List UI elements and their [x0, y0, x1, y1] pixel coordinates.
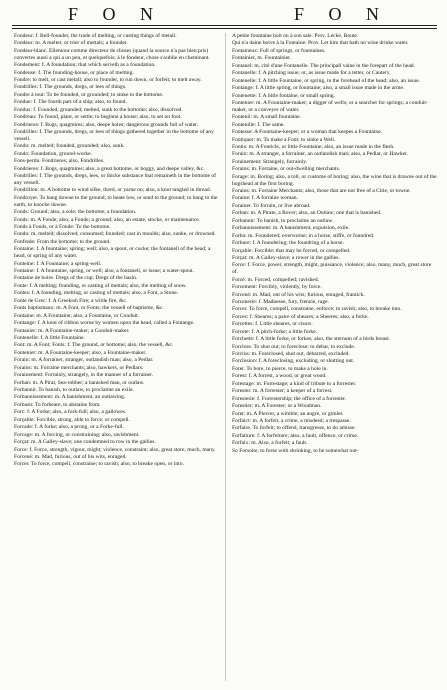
dictionary-entry: Fondu: m. melted; founded, grounded; also, sunk.	[14, 143, 125, 150]
dictionary-entry: Fons-perdu. Fondrieres; also, Fondrilles.	[14, 158, 105, 165]
dictionary-entry: Fontis: m. A Fonticle, or little Fountaine; also, an issue made in the flesh.	[232, 143, 395, 150]
dictionary-entry: Fontaine: f. A fountaine; spring; well; also, a spout, or cocke; the fontanell of the head; a head, or spring of any water.	[14, 246, 211, 260]
dictionary-entry: Forcettes: f. Little sheares, or cisors.	[232, 321, 313, 328]
header-rule	[12, 25, 437, 26]
dictionary-entry: Forbannir: To banish, to proclaime an outlaw.	[232, 217, 334, 224]
dictionary-entry: Fondeur: m. A melter, or trier of mettals; a founder.	[14, 40, 128, 47]
dictionary-entry: Fondement: f. A foundation; that which serveth as a foundation.	[14, 62, 156, 69]
dictionary-entry: Forçat: m. A Galley-slave; one condemned to row in the gallies.	[14, 439, 156, 446]
dictionary-entry: Fonte de Grec: f. A Greekish Fire; a wilde fire, &c.	[14, 297, 128, 304]
dictionary-entry: Fontiquer: m. To make a Font; to sinke a Well.	[232, 136, 336, 143]
dictionary-entry: Fondrilles: f. The grounds, dregs, or lees of things.	[14, 84, 127, 91]
dictionary-entry: Fondroyer. To bang downe to the ground; to beate low, or send to the ground; to bang to the earth, to knocke downe.	[14, 194, 218, 208]
dictionary-entry: Fonts baptismaux: m. A Font, or Fonts; the vessell of baptisme, &c.	[14, 305, 164, 312]
dictionary-entry: Fontainier, m. Fountainier.	[232, 55, 292, 62]
dictionary-entry: Fondeur-blanc. Ellemour comme directeur de choses (quand la source n'a pas bien pris) convertes aussi a qui a un peu, et quelquefois; à le fondeur, chose s'oublie en cheminant.	[14, 47, 210, 61]
dictionary-entry: Forc: f. A Forke; also, a fork-full; also, a gallowes.	[14, 409, 127, 416]
dictionary-entry: Force: f. Force, power, strength, might, puissance, violence; also, many, much, great store of.	[232, 262, 432, 276]
dictionary-entry: Fontenil: m. A small fountaine.	[232, 114, 302, 121]
header-rule-second	[12, 28, 437, 29]
dictionary-entry: Forbure: f. A foundering; the foundring of a horse.	[232, 240, 344, 247]
dictionary-entry: Forains: m. Forraine Merchants; also, those that are not free of a Citie, or towne.	[232, 188, 411, 194]
dictionary-entry: Fontanelle: f. A pitching issue; or, as issue made for a tetter, or Cautery.	[232, 70, 391, 77]
dictionary-entry: Forbu: m. Foundered; overworne; in a horse, stiffe, or foundred.	[232, 232, 375, 239]
running-head-left: F O N	[68, 4, 164, 24]
dictionary-entry: Forbannir. To banish, to outlaw, to proclaime an exile.	[14, 387, 134, 394]
dictionary-entry: A petite fountaine boit on à son sale. Prov. Lecke, Boute.	[232, 33, 359, 39]
dictionary-entry: Forces: f. Sheares; a paire of sheares; a Sheeres; also, a forke.	[232, 313, 369, 320]
dictionary-entry: Fonds: Ground; also, a sole; the bottome; a foundation.	[14, 209, 137, 216]
dictionary-entry: Fondo: Foundation, ground-worke.	[14, 150, 92, 157]
dictionary-entry: Forage: m. Boring; also, a toll, or custome of boring; also, the wine that is drawne out of the hogshead at the first boring.	[232, 173, 437, 187]
dictionary-entry: Fondu: m. melted; dissolved; consumed; founded; cast in moulds; also, sunke, or drowned.	[14, 231, 216, 238]
dictionary-entry: Forains: m. Forraine, or out-dwelling merchants.	[232, 166, 341, 173]
dictionary-entry: Fondrillon: m. A bottome to wind silke, thred, or yarne on; also, a knot tangled in thread.	[14, 187, 212, 194]
dictionary-entry: Forainement: Strangely, forrainly.	[232, 158, 308, 165]
dictionary-entry: Forainer. To forrain, or live abroad.	[232, 202, 311, 209]
dictionary-entry: Fondrilles: f. The grounds, dregs, or lees of things gathered together in the bottome of any vessell.	[14, 129, 214, 142]
dictionary-entry: Forains: m. Forraine merchants; also, hawkers, or Pedlars.	[14, 364, 144, 371]
dictionary-entry: Fontes: f. A founding, melting, or casting of mettals; also, a Font, a Stone.	[14, 290, 179, 297]
dictionary-entry: Foret: m. A Piercer, a wimble; an augre, or gimlet.	[232, 410, 344, 417]
dictionary-entry: Forfaire. To forfeit; to offend, transgresse, to do amisse.	[232, 425, 356, 432]
dictionary-entry: Fondreau: To found, plant, or settle; to beginne a house; also, to set on foot.	[14, 114, 182, 121]
dictionary-entry: Forclusion: f. A foreclosing, excluding, or shutting out.	[232, 358, 355, 365]
dictionary-entry: Fondre à tout: To be founded, or grounded; to sinke to the bottome.	[14, 91, 164, 98]
dictionary-entry: Fondue: f. The fourth part of a ship; also, to found.	[14, 99, 127, 106]
dictionary-entry: Forcement: Forcibly, violently, by force.	[232, 284, 322, 291]
dictionary-entry: Forbasir. To forbeare, to abstaine from.	[14, 401, 101, 408]
dictionary-entry: Fondeuse: f. The founding-house, or place of melting.	[14, 69, 134, 76]
dictionary-entry: Forbannissement: m. A banishment, an outlawing.	[14, 394, 126, 401]
dictionary-entry: Forain: m. A forrainer, stranger, outlandish man; also, a Pedlar.	[14, 357, 154, 364]
dictionary-entry: Fonte: f. A melting; founding, or casting of mettals; also, the melting of snow.	[14, 282, 187, 289]
dictionary-entry: Fontenelle: f. A little Fountaine, or spring, in the forehead of the head; also, an issue.	[232, 77, 420, 84]
dictionary-entry: Fondeur: f. Bell-founder, the trade of melting, or casting things of metall.	[14, 33, 177, 39]
dictionary-entry: Fondre: to melt, or cast metall; also to founder, to run down, or forfeit; to melt away.	[14, 77, 202, 84]
dictionary-entry: Forçat: m. A Galley-slave; a rower in the gallies.	[232, 254, 340, 261]
dictionary-entry: Fontange: f. A knot of ribbon worne by women upon the head, called a Fontange.	[14, 320, 195, 327]
dictionary-entry: Fontanel: m. cité d'une Fontanelle. The principall vaine in the forepart of the head.	[232, 62, 415, 69]
dictionary-entry: Forestier: m. A Forester; or a Woodman.	[232, 403, 322, 410]
running-head-right: F O N	[294, 4, 390, 24]
dictionary-entry: Fontaineux: Full of springs, or fountaines.	[232, 47, 326, 54]
dictionary-entry: Forfaix: m. Also, a forfeit; a fault.	[232, 440, 308, 447]
dictionary-entry: Fondrieres: f. Bogs, quagmires; also, deepe holes; dangerous grounds full of water.	[14, 121, 199, 128]
dictionary-entry: Fontesse: A Fountaine-keeper; or a woman that keepes a Fountaine.	[232, 129, 383, 136]
dictionary-entry: Foresterie: f. Forrestership; the office of a forrester.	[232, 395, 347, 402]
dictionary-entry: Forain: m. A stranger, a forrainer, an outlandish man; also, a Pedlar, or Hawker.	[232, 151, 409, 158]
dictionary-entry: Forclos: m. Foreclosed, shut out, debarred, excluded.	[232, 351, 350, 358]
dictionary-entry: Font: m. A Font; Fonts: f. The ground, or bottome; also, the vessell, &c.	[14, 342, 174, 349]
dictionary-entry: Fontanier: m. A Fountaine-maker; a Conduit-maker.	[14, 327, 130, 334]
dictionary-entry: Forbannissement: m. A banishment, expulsion, exile.	[232, 225, 350, 232]
dictionary-entry: Fontenelle: f. A little Fountaine.	[14, 334, 85, 341]
dictionary-entry: Fontenille: f. The same.	[232, 121, 285, 128]
dictionary-entry: Fonteine: f. A Fountaine; a spring-well.	[14, 260, 102, 267]
dictionary-entry: Forcé: m. Forced, compelled; ravished.	[232, 276, 320, 283]
dictionary-entry: Fonds: m. A Fonde; also, a Fonde; a ground; also, an estate, stocke, or maintenance.	[14, 216, 201, 223]
right-column	[232, 33, 438, 455]
dictionary-entry: Forcené: m. Mad, out of his wits; furious, enraged, frantick.	[232, 291, 365, 298]
dictionary-entry: So Forsoite, to forse with shrinking, to be somewhat out-	[232, 447, 359, 454]
dictionary-entry: Fondrilles: f. The grounds, dregs, lees, or thicke substance that remaineth in the bottome of any vessell.	[14, 173, 217, 186]
dictionary-entry: Fontaine: m. A Fountaine; also, a Fountaine, or Conduit.	[14, 312, 140, 319]
dictionary-entry: Fontenier: m. A Fountaine-maker; a digger of wells; or a searcher for springs; a conduit-maker, or a conveyer of water.	[232, 99, 428, 113]
dictionary-entry: Fontenette: f. A little fontaine, or small spring.	[232, 92, 335, 99]
column-divider	[225, 33, 226, 681]
dictionary-entry: Forcage: m. A forcing, or constraining; also, ravishment.	[14, 431, 140, 438]
dictionary-entry: Fontange: f. A little spring, or fountaine; also, a small issue made in the arme.	[232, 85, 405, 92]
dictionary-entry: Foraine: f. A forraine woman.	[232, 195, 298, 202]
dictionary-entry: Forcenerie: f. Madnesse, fury, frenzie, rage.	[232, 298, 329, 305]
dictionary-entry: Qui n'a daine boive à la Fontaine: Prov. Let him that hath no wine drinke water.	[232, 40, 409, 47]
dictionary-entry: Forban: m. A Pirate, a Rover; also, an Outlaw; one that is banished.	[232, 210, 382, 217]
dictionary-entry: Fonds à Fonds, or à Fonde: To the bottome.	[14, 224, 111, 230]
dictionary-entry: Fondus: f. Founded, grounded; melted, sunk to the bottome; also, dissolved.	[14, 106, 183, 113]
dictionary-entry: Forester: m. A forrester; a keeper of a forrest.	[232, 388, 333, 395]
dictionary-entry: Forcer. To force, compell, constraine, enforce; to ravish; also, to breake into.	[232, 306, 402, 313]
dictionary-entry: Fonfrede: From the bottome; to the ground.	[14, 238, 111, 245]
dictionary-entry: Forestage: m. Forrestage; a kind of tribute to a forrester.	[232, 380, 357, 387]
dictionary-entry: Forer. To bore, to pierce, to make a hole in.	[232, 365, 328, 372]
dictionary-entry: Forcer. To force, compell, constraine; to ravish; also, to breake open, or into.	[14, 461, 184, 468]
dictionary-entry: Fondrieres: f. Bogs, quagmires; also, a great bottome, or boggy, and deepe valley, &c.	[14, 165, 205, 172]
dictionary-entry: Forclore. To shut out; to foreclose; to debar, to exclude.	[232, 343, 356, 350]
dictionary-entry: Forcete: f. A pitch-forke; a little forke.	[232, 328, 318, 335]
dictionary-entry: Forest: f. A forrest, a wood, or great wood.	[232, 373, 327, 380]
dictionary-entry: Forfaiture: f. A forfeiture; also, a fault, offence, or crime.	[232, 432, 359, 439]
dictionary-entry: Forcade: f. A forke; also, a prong, or a Forke-full.	[14, 424, 124, 431]
dictionary-entry: Force: f. Force, strength, vigour, might; violence, constraint; also, great store, much, many.	[14, 446, 216, 453]
dictionary-entry: Forcené: m. Mad, furious, out of his wits, enraged.	[14, 453, 127, 460]
dictionary-entry: Forçable: Forcible; that may be forced, or compelled.	[232, 247, 351, 254]
dictionary-entry: Fontaine de boire. Dregs of the cup; Dregs of the basin.	[14, 275, 138, 282]
dictionary-entry: Fontaine: f. A fountaine, spring, or well; also, a fontanell, or issue; a water-spout.	[14, 268, 194, 275]
dictionary-entry: Forchette: f. A little forke, or forkes; also, the sternum of a birds breast.	[232, 336, 391, 343]
dictionary-entry: Fontenier: m. A Fountaine-keeper; also, a Fountaine-maker.	[14, 349, 147, 356]
dictionary-entry: Forban: m. A Pirat, Sea-robber; a banished man, or outlaw.	[14, 379, 145, 386]
dictionary-entry: Forçable: Forcible, strong, able to force, or compell.	[14, 416, 130, 423]
left-column	[14, 33, 218, 469]
dictionary-entry: Forainement: Forrainly, strangely, in the manner of a forrainer.	[14, 372, 153, 379]
dictionary-entry: Forfaict: m. A forfeit, a crime, a misdeed; a trespasse.	[232, 417, 351, 424]
